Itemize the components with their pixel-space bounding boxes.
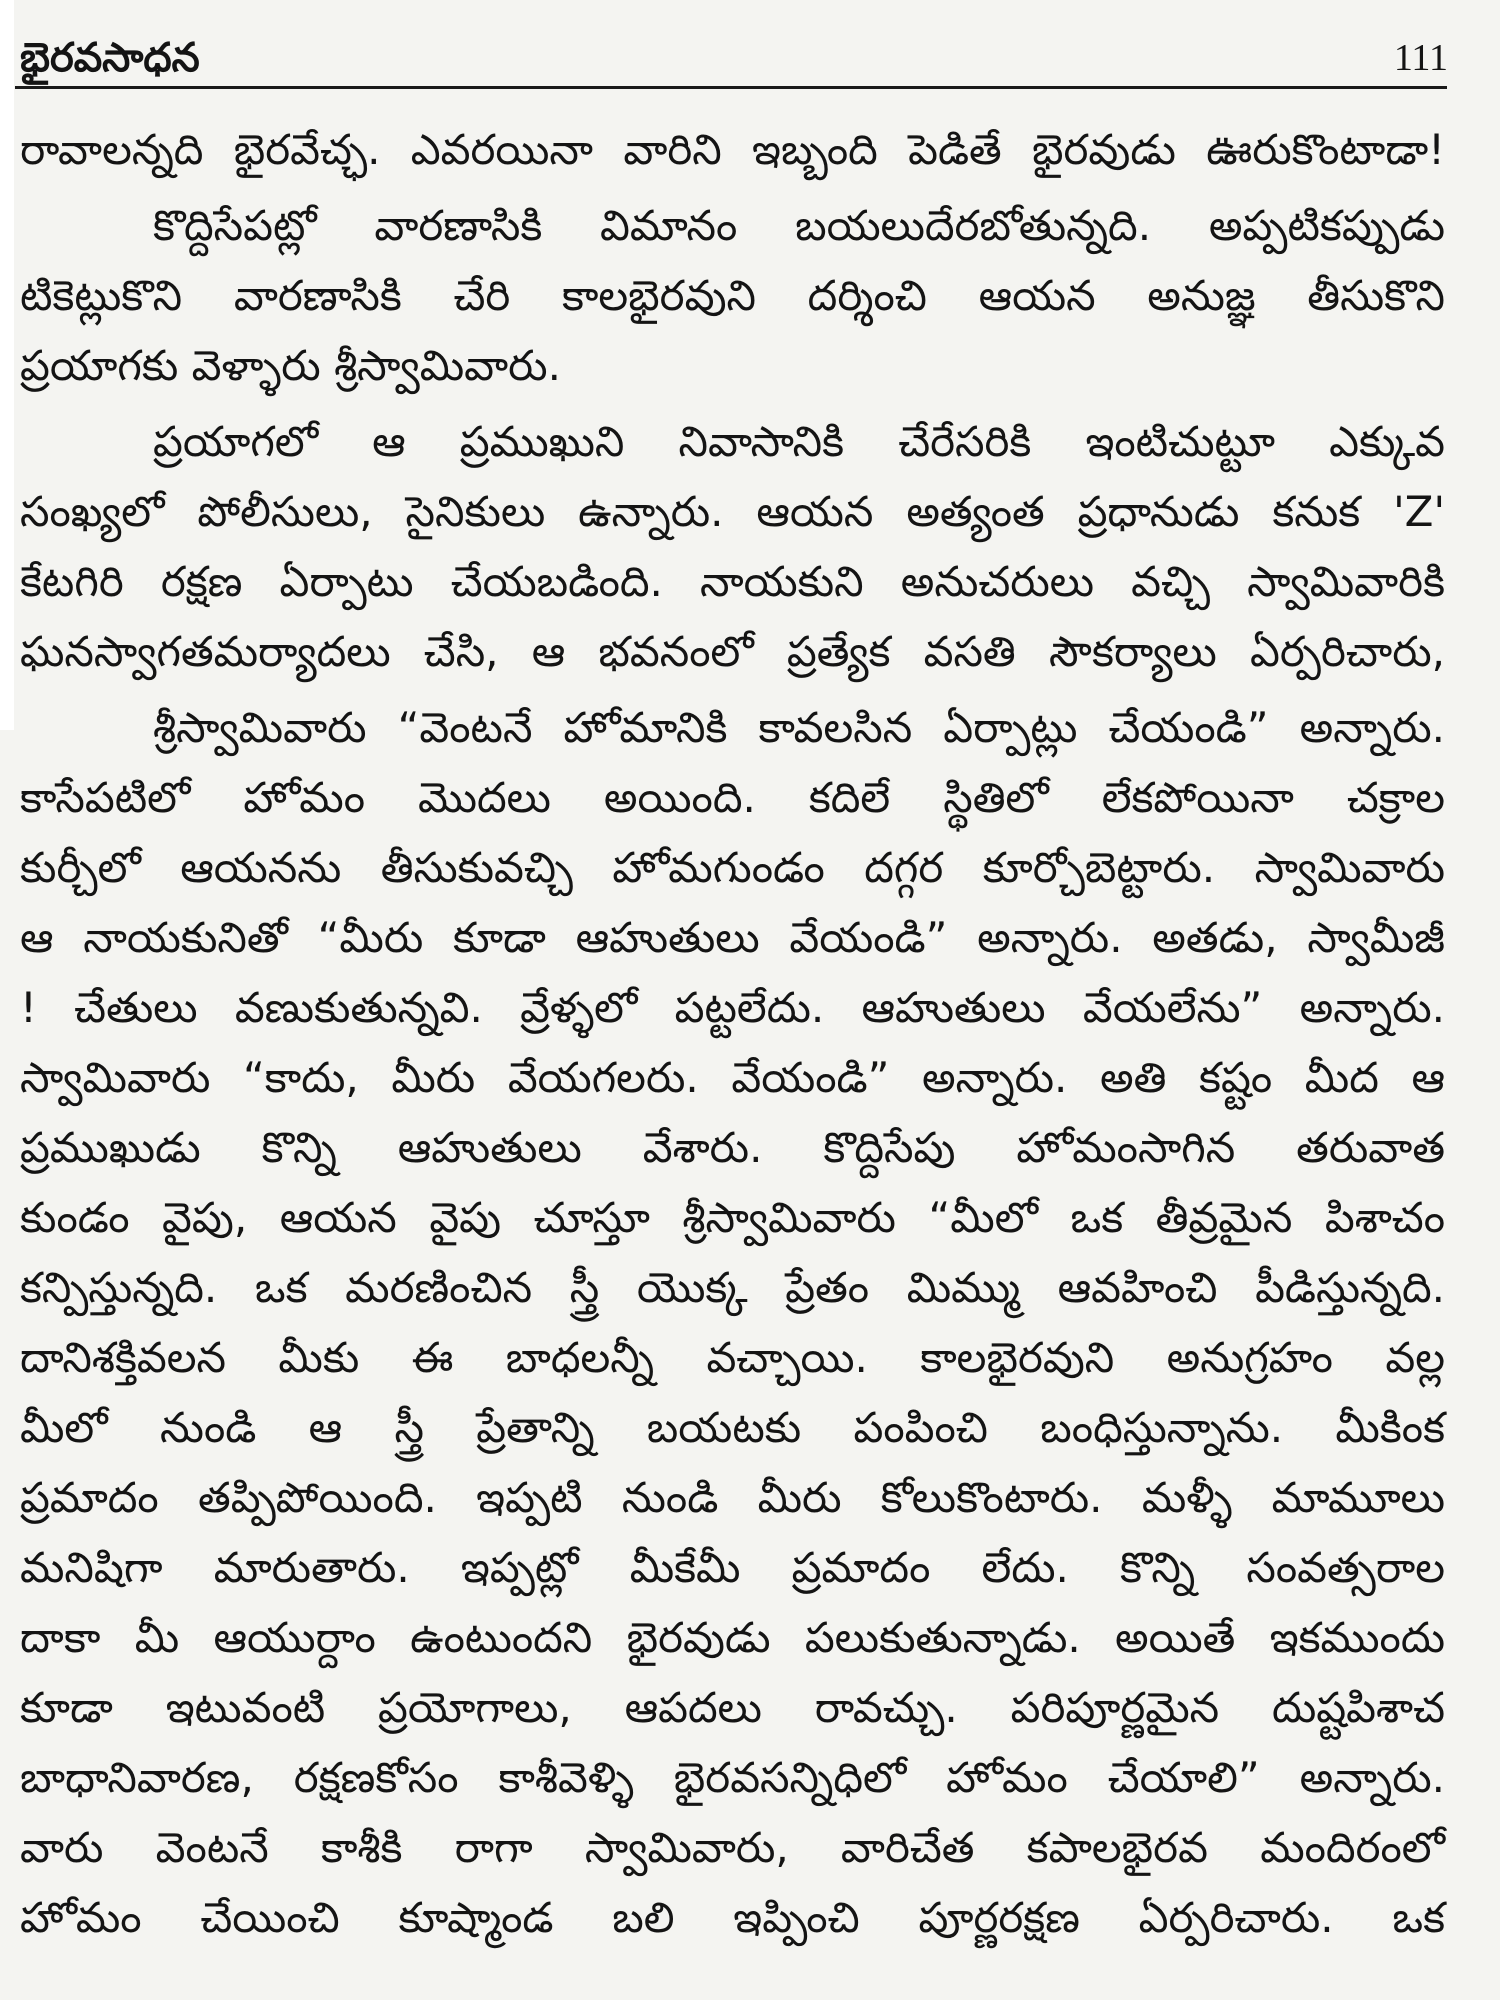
scan-margin-strip (0, 0, 14, 730)
text-line: కుర్చీలో ఆయనను తీసుకువచ్చి హోమగుండం దగ్గర కూర్చోబెట్టారు. స్వామివారు (20, 843, 1445, 892)
text-line: మనిషిగా మారుతారు. ఇప్పట్లో మీకేమీ ప్రమాదం లేదు. కొన్ని సంవత్సరాల (20, 1543, 1445, 1592)
text-line: హోమం చేయించి కూష్మాండ బలి ఇప్పించి పూర్ణరక్షణ ఏర్పరిచారు. ఒక (20, 1893, 1445, 1942)
text-line: రావాలన్నది భైరవేచ్ఛ. ఎవరయినా వారిని ఇబ్బంది పెడితే భైరవుడు ఊరుకొంటాడా! (20, 125, 1445, 174)
paragraph (20, 693, 1445, 1953)
text-line: టికెట్లుకొని వారణాసికి చేరి కాలభైరవుని దర్శించి ఆయన అనుజ్ఞ తీసుకొని (20, 271, 1445, 320)
text-line: మీలో నుండి ఆ స్త్రీ ప్రేతాన్ని బయటకు పంపించి బంధిస్తున్నాను. మీకింక (20, 1403, 1445, 1452)
header-rule (15, 86, 1447, 89)
text-line: శ్రీస్వామివారు “వెంటనే హోమానికి కావలసిన ఏర్పాట్లు చేయండి” అన్నారు. (153, 703, 1445, 752)
text-line: కాసేపటిలో హోమం మొదలు అయింది. కదిలే స్థితిలో లేకపోయినా చక్రాల (20, 773, 1445, 822)
paragraph (20, 407, 1445, 687)
paragraph (20, 115, 1445, 185)
page-body (20, 115, 1445, 1953)
text-line: స్వామివారు “కాదు, మీరు వేయగలరు. వేయండి” అన్నారు. అతి కష్టం మీద ఆ (20, 1053, 1445, 1102)
text-line: దాకా మీ ఆయుర్దాం ఉంటుందని భైరవుడు పలుకుతున్నాడు. అయితే ఇకముందు (20, 1613, 1445, 1662)
text-line: కన్పిస్తున్నది. ఒక మరణించిన స్త్రీ యొక్క ప్రేతం మిమ్ము ఆవహించి పీడిస్తున్నది. (20, 1263, 1445, 1312)
text-line: బాధానివారణ, రక్షణకోసం కాశీవెళ్ళి భైరవసన్నిధిలో హోమం చేయాలి” అన్నారు. (20, 1753, 1445, 1802)
text-line: ఆ నాయకునితో “మీరు కూడా ఆహుతులు వేయండి” అన్నారు. అతడు, స్వామీజీ (20, 913, 1445, 962)
text-line: కూడా ఇటువంటి ప్రయోగాలు, ఆపదలు రావచ్చు. పరిపూర్ణమైన దుష్టపిశాచ (20, 1683, 1445, 1732)
paragraph (20, 191, 1445, 401)
text-line: కేటగిరి రక్షణ ఏర్పాటు చేయబడింది. నాయకుని అనుచరులు వచ్చి స్వామివారికి (20, 557, 1445, 606)
text-line: ప్రమాదం తప్పిపోయింది. ఇప్పటి నుండి మీరు కోలుకొంటారు. మళ్ళీ మామూలు (20, 1473, 1445, 1522)
text-line: కొద్దిసేపట్లో వారణాసికి విమానం బయలుదేరబోతున్నది. అప్పటికప్పుడు (153, 201, 1445, 250)
running-title: భైరవసాధన (20, 35, 200, 81)
text-line: కుండం వైపు, ఆయన వైపు చూస్తూ శ్రీస్వామివారు “మీలో ఒక తీవ్రమైన పిశాచం (20, 1193, 1445, 1242)
text-line: దానిశక్తివలన మీకు ఈ బాధలన్నీ వచ్చాయి. కాలభైరవుని అనుగ్రహం వల్ల (20, 1333, 1445, 1382)
text-line: సంఖ్యలో పోలీసులు, సైనికులు ఉన్నారు. ఆయన అత్యంత ప్రధానుడు కనుక 'Z' (20, 487, 1445, 536)
page-number: 111 (1393, 37, 1448, 79)
text-line: ! చేతులు వణుకుతున్నవి. వ్రేళ్ళలో పట్టలేదు. ఆహుతులు వేయలేను” అన్నారు. (20, 983, 1445, 1032)
text-line: ఘనస్వాగతమర్యాదలు చేసి, ఆ భవనంలో ప్రత్యేక వసతి సౌకర్యాలు ఏర్పరిచారు, (20, 627, 1445, 676)
text-line: వారు వెంటనే కాశీకి రాగా స్వామివారు, వారిచేత కపాలభైరవ మందిరంలో (20, 1823, 1445, 1872)
text-line: ప్రముఖుడు కొన్ని ఆహుతులు వేశారు. కొద్దిసేపు హోమంసాగిన తరువాత (20, 1123, 1445, 1172)
text-line: ప్రయాగకు వెళ్ళారు శ్రీస్వామివారు. (20, 341, 561, 390)
text-line: ప్రయాగలో ఆ ప్రముఖుని నివాసానికి చేరేసరికి ఇంటిచుట్టూ ఎక్కువ (153, 417, 1445, 466)
